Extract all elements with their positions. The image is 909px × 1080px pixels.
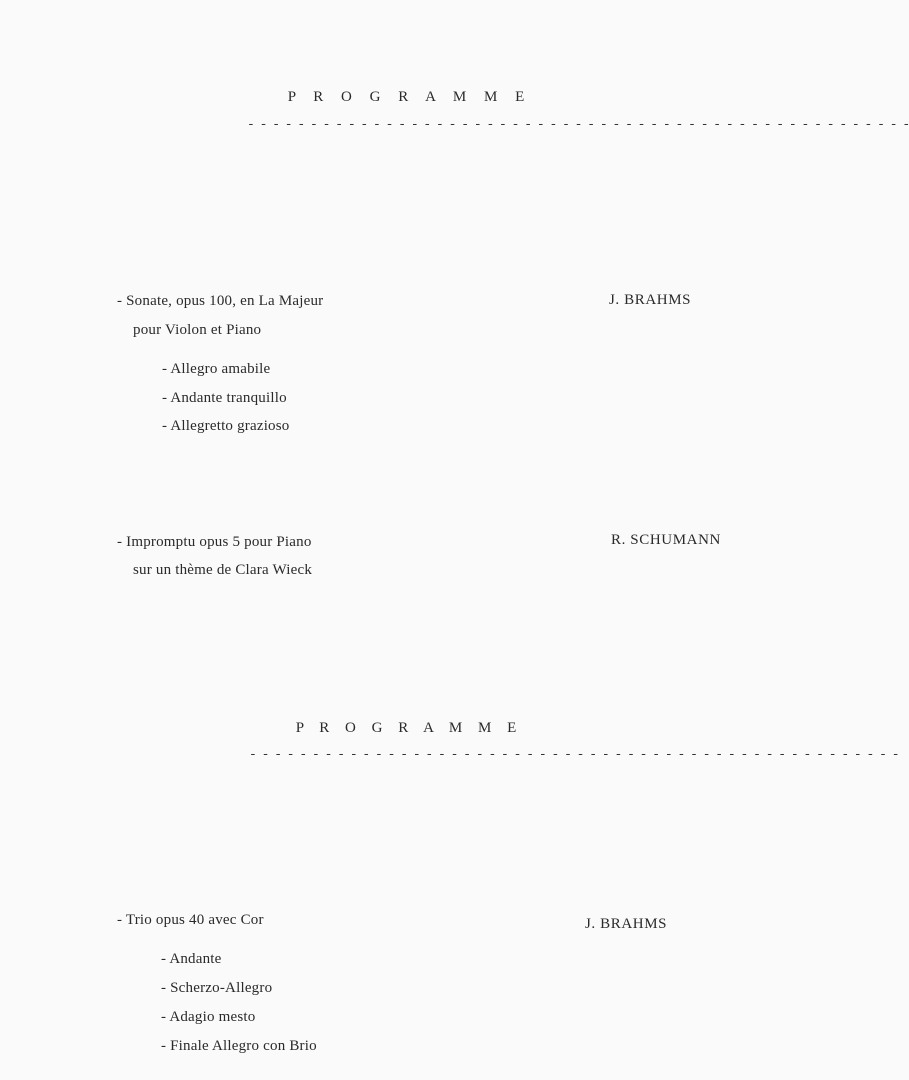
- piece-composer: R. SCHUMANN: [611, 532, 721, 548]
- piece-subtitle: sur un thème de Clara Wieck: [133, 562, 313, 578]
- piece-subtitle: pour Violon et Piano: [133, 322, 262, 338]
- programme-heading-2: P R O G R A M M E: [295, 720, 517, 736]
- programme-heading-1: P R O G R A M M E: [287, 89, 525, 105]
- piece-title: - Sonate, opus 100, en La Majeur: [117, 293, 324, 309]
- movement-item: - Adagio mesto: [161, 1009, 256, 1025]
- piece-title: - Impromptu opus 5 pour Piano: [117, 534, 312, 550]
- movement-item: - Andante tranquillo: [162, 390, 287, 406]
- heading-rule-2: - - - - - - - - - - - - - - - - - - - - - - - - - - - - - - - - - - - - - - - - - - - - - - - - - - - -: [249, 747, 899, 762]
- movement-item: - Scherzo-Allegro: [161, 980, 273, 996]
- movement-item: - Finale Allegro con Brio: [161, 1038, 317, 1054]
- movement-item: - Andante: [161, 951, 222, 967]
- piece-composer: J. BRAHMS: [585, 916, 668, 932]
- piece-composer: J. BRAHMS: [609, 292, 692, 308]
- movement-item: - Allegretto grazioso: [162, 418, 290, 434]
- piece-title: - Trio opus 40 avec Cor: [117, 912, 264, 928]
- movement-item: - Allegro amabile: [162, 361, 271, 377]
- heading-rule-1: - - - - - - - - - - - - - - - - - - - - - - - - - - - - - - - - - - - - - - - - - - - - - - - - - - - - -: [247, 117, 909, 132]
